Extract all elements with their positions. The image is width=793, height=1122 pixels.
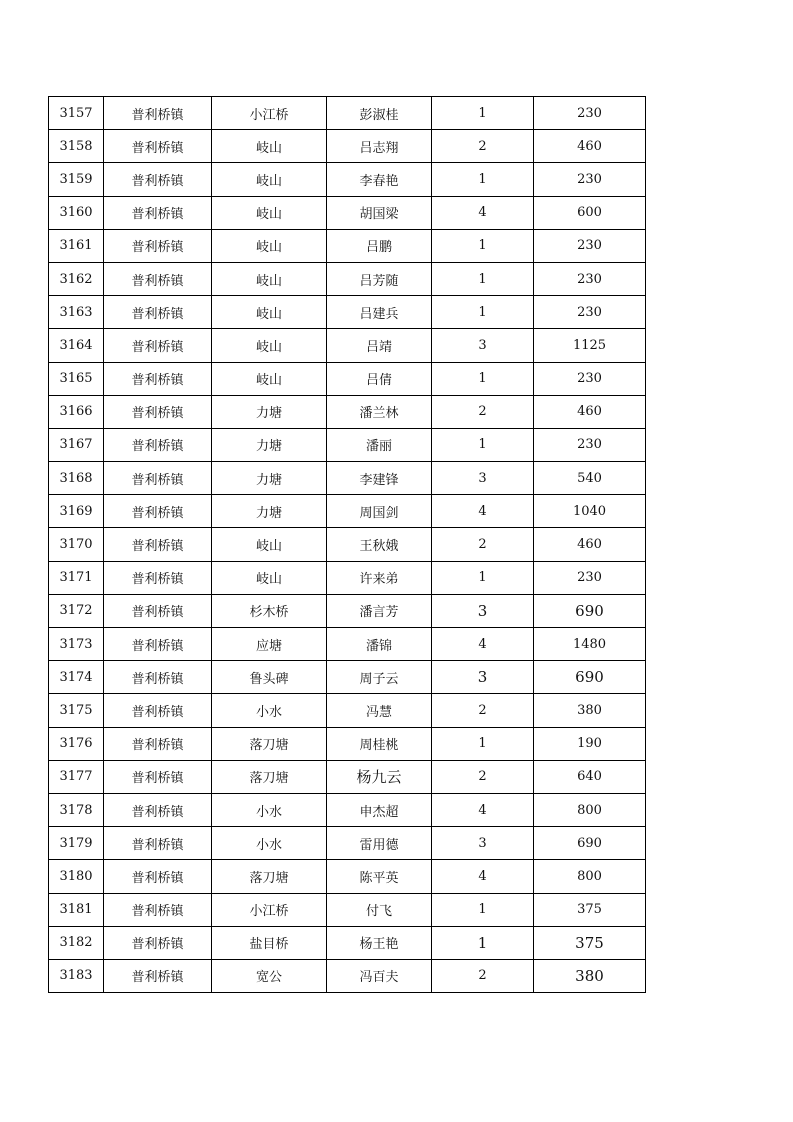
cell-count: 1	[432, 893, 534, 926]
cell-index: 3170	[49, 528, 104, 561]
cell-town: 普利桥镇	[104, 727, 212, 760]
cell-village: 落刀塘	[212, 860, 327, 893]
cell-name: 吕靖	[327, 329, 432, 362]
cell-town: 普利桥镇	[104, 495, 212, 528]
table-row	[49, 926, 646, 959]
cell-count: 2	[432, 130, 534, 163]
cell-name: 杨九云	[327, 760, 432, 793]
table-row	[49, 196, 646, 229]
cell-village: 岐山	[212, 130, 327, 163]
cell-village: 盐目桥	[212, 926, 327, 959]
cell-town: 普利桥镇	[104, 959, 212, 992]
table-row	[49, 727, 646, 760]
cell-index: 3180	[49, 860, 104, 893]
cell-name: 许来弟	[327, 561, 432, 594]
cell-village: 岐山	[212, 196, 327, 229]
cell-amount: 230	[534, 428, 646, 461]
table-row	[49, 661, 646, 694]
cell-count: 1	[432, 727, 534, 760]
cell-name: 胡国梁	[327, 196, 432, 229]
cell-count: 4	[432, 628, 534, 661]
cell-name: 潘兰林	[327, 395, 432, 428]
table-row	[49, 262, 646, 295]
cell-village: 力塘	[212, 462, 327, 495]
table-row	[49, 827, 646, 860]
cell-index: 3171	[49, 561, 104, 594]
cell-village: 岐山	[212, 163, 327, 196]
table-row	[49, 362, 646, 395]
cell-amount: 690	[534, 594, 646, 627]
cell-index: 3177	[49, 760, 104, 793]
cell-count: 1	[432, 229, 534, 262]
cell-index: 3166	[49, 395, 104, 428]
cell-index: 3160	[49, 196, 104, 229]
cell-name: 吕倩	[327, 362, 432, 395]
cell-amount: 230	[534, 362, 646, 395]
cell-name: 陈平英	[327, 860, 432, 893]
cell-amount: 380	[534, 959, 646, 992]
cell-name: 潘丽	[327, 428, 432, 461]
table-row	[49, 296, 646, 329]
cell-count: 1	[432, 262, 534, 295]
cell-amount: 690	[534, 827, 646, 860]
cell-amount: 1480	[534, 628, 646, 661]
cell-village: 杉木桥	[212, 594, 327, 627]
cell-amount: 230	[534, 97, 646, 130]
cell-village: 岐山	[212, 362, 327, 395]
cell-amount: 230	[534, 296, 646, 329]
cell-name: 申杰超	[327, 793, 432, 826]
cell-index: 3182	[49, 926, 104, 959]
cell-index: 3167	[49, 428, 104, 461]
cell-amount: 380	[534, 694, 646, 727]
cell-village: 岐山	[212, 229, 327, 262]
table-row	[49, 130, 646, 163]
cell-village: 小水	[212, 694, 327, 727]
cell-count: 4	[432, 793, 534, 826]
table-row	[49, 628, 646, 661]
cell-count: 3	[432, 661, 534, 694]
cell-amount: 230	[534, 561, 646, 594]
cell-count: 2	[432, 395, 534, 428]
data-table	[48, 96, 646, 993]
cell-count: 1	[432, 428, 534, 461]
cell-index: 3178	[49, 793, 104, 826]
cell-amount: 460	[534, 130, 646, 163]
cell-count: 1	[432, 926, 534, 959]
cell-name: 周子云	[327, 661, 432, 694]
cell-amount: 460	[534, 395, 646, 428]
cell-town: 普利桥镇	[104, 926, 212, 959]
cell-village: 力塘	[212, 395, 327, 428]
cell-village: 小水	[212, 827, 327, 860]
cell-town: 普利桥镇	[104, 428, 212, 461]
cell-amount: 600	[534, 196, 646, 229]
cell-amount: 1125	[534, 329, 646, 362]
cell-town: 普利桥镇	[104, 760, 212, 793]
table-row	[49, 163, 646, 196]
cell-village: 应塘	[212, 628, 327, 661]
cell-village: 岐山	[212, 561, 327, 594]
cell-index: 3183	[49, 959, 104, 992]
cell-amount: 460	[534, 528, 646, 561]
cell-town: 普利桥镇	[104, 561, 212, 594]
cell-count: 1	[432, 97, 534, 130]
cell-name: 潘言芳	[327, 594, 432, 627]
cell-amount: 1040	[534, 495, 646, 528]
cell-count: 2	[432, 528, 534, 561]
cell-name: 王秋娥	[327, 528, 432, 561]
cell-count: 2	[432, 959, 534, 992]
cell-town: 普利桥镇	[104, 229, 212, 262]
table-row	[49, 594, 646, 627]
cell-amount: 190	[534, 727, 646, 760]
cell-name: 吕志翔	[327, 130, 432, 163]
cell-count: 3	[432, 462, 534, 495]
cell-index: 3158	[49, 130, 104, 163]
cell-index: 3174	[49, 661, 104, 694]
cell-name: 付飞	[327, 893, 432, 926]
cell-town: 普利桥镇	[104, 528, 212, 561]
cell-index: 3161	[49, 229, 104, 262]
cell-index: 3179	[49, 827, 104, 860]
cell-town: 普利桥镇	[104, 860, 212, 893]
table-row	[49, 229, 646, 262]
cell-town: 普利桥镇	[104, 694, 212, 727]
cell-name: 彭淑桂	[327, 97, 432, 130]
cell-count: 1	[432, 561, 534, 594]
cell-count: 3	[432, 329, 534, 362]
cell-town: 普利桥镇	[104, 163, 212, 196]
cell-index: 3163	[49, 296, 104, 329]
cell-town: 普利桥镇	[104, 362, 212, 395]
cell-name: 吕建兵	[327, 296, 432, 329]
cell-village: 落刀塘	[212, 760, 327, 793]
cell-village: 宽公	[212, 959, 327, 992]
cell-amount: 800	[534, 793, 646, 826]
table-row	[49, 893, 646, 926]
cell-amount: 800	[534, 860, 646, 893]
cell-name: 冯百夫	[327, 959, 432, 992]
cell-town: 普利桥镇	[104, 462, 212, 495]
cell-count: 2	[432, 694, 534, 727]
cell-village: 力塘	[212, 495, 327, 528]
table-row	[49, 561, 646, 594]
cell-village: 小江桥	[212, 893, 327, 926]
table-row	[49, 694, 646, 727]
cell-village: 岐山	[212, 329, 327, 362]
cell-count: 1	[432, 163, 534, 196]
cell-name: 潘锦	[327, 628, 432, 661]
cell-name: 周桂桃	[327, 727, 432, 760]
cell-index: 3168	[49, 462, 104, 495]
cell-village: 力塘	[212, 428, 327, 461]
cell-count: 1	[432, 362, 534, 395]
cell-name: 李春艳	[327, 163, 432, 196]
table-row	[49, 528, 646, 561]
cell-count: 3	[432, 594, 534, 627]
cell-village: 落刀塘	[212, 727, 327, 760]
cell-index: 3173	[49, 628, 104, 661]
cell-name: 周国剑	[327, 495, 432, 528]
cell-town: 普利桥镇	[104, 130, 212, 163]
cell-name: 李建锋	[327, 462, 432, 495]
cell-index: 3159	[49, 163, 104, 196]
cell-amount: 230	[534, 163, 646, 196]
table-row	[49, 462, 646, 495]
cell-count: 2	[432, 760, 534, 793]
cell-amount: 690	[534, 661, 646, 694]
table-row	[49, 860, 646, 893]
cell-name: 雷用德	[327, 827, 432, 860]
cell-index: 3176	[49, 727, 104, 760]
cell-town: 普利桥镇	[104, 196, 212, 229]
table-row	[49, 395, 646, 428]
cell-village: 岐山	[212, 262, 327, 295]
cell-town: 普利桥镇	[104, 793, 212, 826]
cell-index: 3172	[49, 594, 104, 627]
table-row	[49, 760, 646, 793]
cell-amount: 540	[534, 462, 646, 495]
cell-amount: 375	[534, 926, 646, 959]
cell-index: 3175	[49, 694, 104, 727]
cell-town: 普利桥镇	[104, 827, 212, 860]
table-body	[49, 97, 646, 993]
cell-name: 杨王艳	[327, 926, 432, 959]
cell-village: 鲁头碑	[212, 661, 327, 694]
cell-town: 普利桥镇	[104, 661, 212, 694]
table-row	[49, 495, 646, 528]
cell-index: 3181	[49, 893, 104, 926]
cell-name: 吕芳随	[327, 262, 432, 295]
cell-town: 普利桥镇	[104, 97, 212, 130]
cell-town: 普利桥镇	[104, 594, 212, 627]
cell-index: 3157	[49, 97, 104, 130]
cell-name: 吕鹏	[327, 229, 432, 262]
cell-index: 3162	[49, 262, 104, 295]
cell-town: 普利桥镇	[104, 296, 212, 329]
cell-town: 普利桥镇	[104, 329, 212, 362]
cell-amount: 375	[534, 893, 646, 926]
cell-town: 普利桥镇	[104, 262, 212, 295]
table-row	[49, 329, 646, 362]
cell-town: 普利桥镇	[104, 893, 212, 926]
cell-village: 小江桥	[212, 97, 327, 130]
cell-count: 3	[432, 827, 534, 860]
table-row	[49, 428, 646, 461]
cell-town: 普利桥镇	[104, 395, 212, 428]
cell-village: 岐山	[212, 528, 327, 561]
table-row	[49, 97, 646, 130]
table-row	[49, 959, 646, 992]
cell-amount: 230	[534, 262, 646, 295]
cell-town: 普利桥镇	[104, 628, 212, 661]
cell-index: 3165	[49, 362, 104, 395]
cell-village: 岐山	[212, 296, 327, 329]
cell-index: 3169	[49, 495, 104, 528]
cell-count: 4	[432, 196, 534, 229]
cell-count: 1	[432, 296, 534, 329]
table-row	[49, 793, 646, 826]
cell-amount: 640	[534, 760, 646, 793]
cell-village: 小水	[212, 793, 327, 826]
cell-count: 4	[432, 860, 534, 893]
cell-count: 4	[432, 495, 534, 528]
cell-index: 3164	[49, 329, 104, 362]
cell-amount: 230	[534, 229, 646, 262]
cell-name: 冯慧	[327, 694, 432, 727]
